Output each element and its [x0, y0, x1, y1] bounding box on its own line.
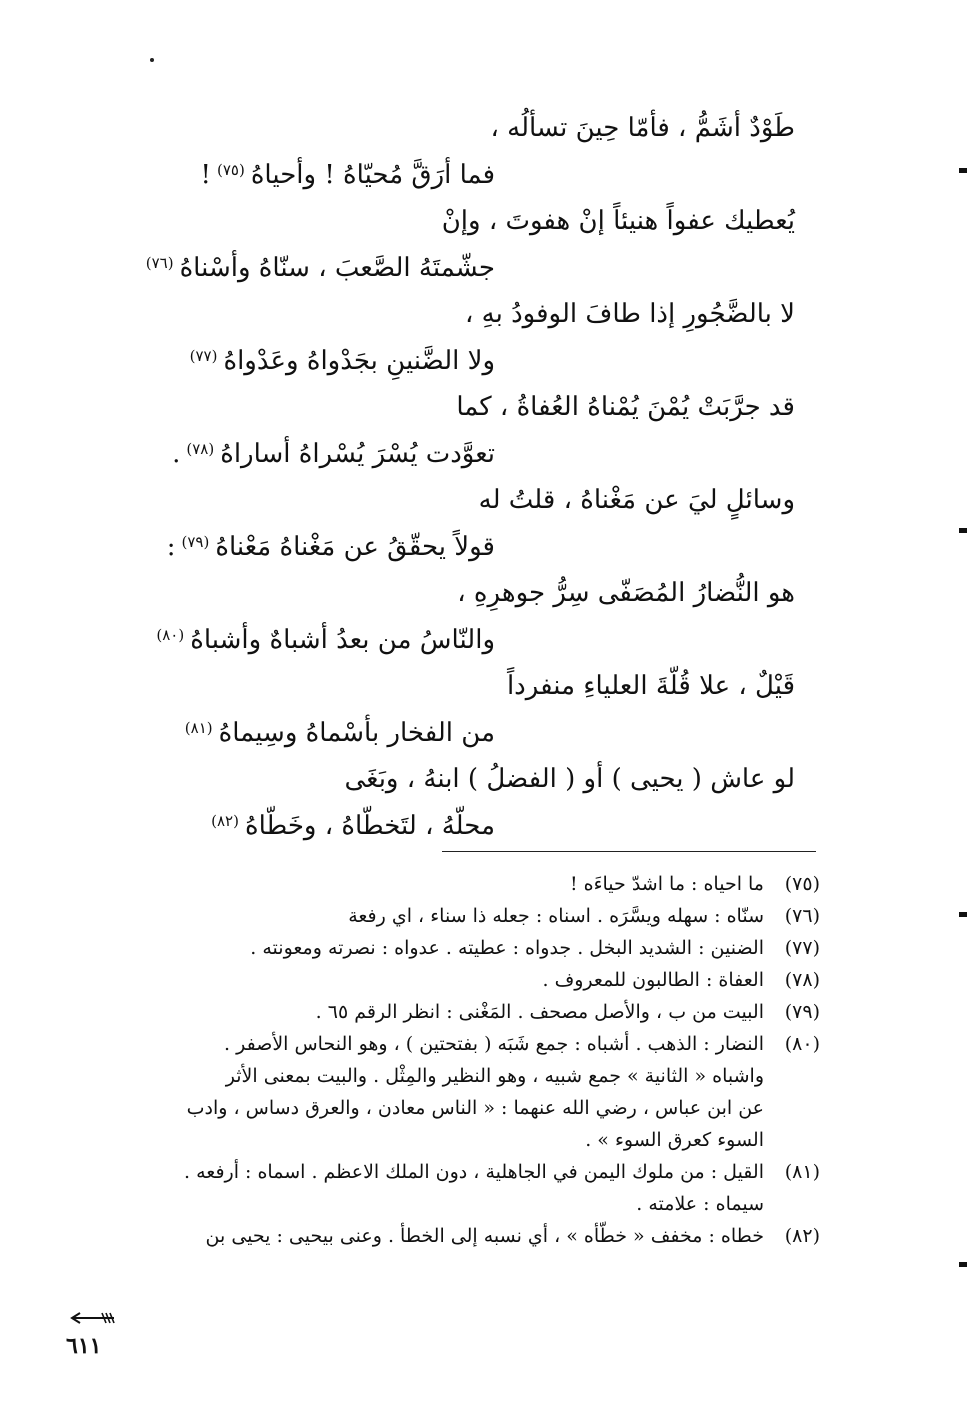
verse-text: لو عاش ( يحيى ) أو ( الفضلُ ) ابنهُ ، وبَغَى — [344, 764, 795, 794]
footnote-ref: (٨١) — [184, 718, 213, 737]
footnote-line: القيل : من ملوك اليمن في الجاهلية ، دون الملك الاعظم . اسماه : أرفعه . — [184, 1161, 764, 1183]
edge-mark — [959, 528, 967, 533]
footnote-ref: (٧٦) — [145, 253, 174, 272]
verse-text: تعوَّدت يُسْرَ يُسْراهُ أساراهُ — [220, 438, 495, 469]
footnote-text — [60, 868, 764, 900]
footnotes-block — [60, 868, 820, 1252]
verse-second-hemistich — [80, 431, 795, 478]
footnote — [60, 1028, 820, 1156]
verse-text: من الفخار بأسْماهُ وسِيماهُ — [218, 717, 495, 748]
footnote-text — [60, 1156, 764, 1220]
verse-first-hemistich — [80, 198, 795, 245]
verse-first-hemistich — [80, 663, 795, 710]
verse-text: محلّهُ ، لتَخطّاهُ ، وخَطّاهُ — [244, 810, 495, 841]
verse-text: والنّاسُ من بعدُ أشباهٌ وأشباهُ — [190, 624, 495, 655]
footnote-number: (٧٨) — [784, 969, 820, 991]
footnote-number: (٨٠) — [784, 1033, 820, 1055]
footnote-text — [60, 964, 764, 996]
footnote-text — [60, 1220, 764, 1252]
arrow-left-icon — [68, 1310, 118, 1326]
verse-first-hemistich — [80, 105, 795, 152]
verse-first-hemistich — [80, 570, 795, 617]
verse-text: هو النُّضارُ المُصَفّى سِرُّ جوهرِهِ ، — [457, 578, 795, 608]
footnote-line: عن ابن عباس ، رضي الله عنهما : « الناس معادن ، والعرق دساس ، وادب — [186, 1097, 764, 1119]
verse-text: قد جرَّبَتْ يُمْنَ يُمْناهُ العُفاةُ ، كما — [456, 392, 795, 422]
ink-speck — [150, 58, 154, 62]
footnote-number: (٧٥) — [784, 873, 820, 895]
footnote — [60, 964, 820, 996]
footnote-line: النضار : الذهب . أشباه : جمع شَبَه ( بفتحتين ) ، وهو النحاس الأصفر . — [224, 1033, 764, 1055]
footnote-text — [60, 900, 764, 932]
footnote-number: (٨١) — [784, 1161, 820, 1183]
edge-mark — [959, 912, 967, 917]
poem-block — [80, 105, 795, 849]
verse-punctuation: . — [172, 438, 181, 469]
verse-text: جشّمتَهُ الصَّعبَ ، سنّاهُ وأسْناهُ — [179, 252, 495, 283]
verse-second-hemistich — [80, 152, 795, 199]
footnote-text — [60, 996, 764, 1028]
footnote-line: ما احياه : ما اشدّ حياءَه ! — [569, 873, 764, 895]
verse-second-hemistich — [80, 710, 795, 757]
verse-punctuation: : — [166, 531, 176, 562]
footnote — [60, 1156, 820, 1220]
footnote-ref: (٨٠) — [156, 625, 185, 644]
footnote-ref: (٨٢) — [211, 811, 239, 830]
footnote-text — [60, 1028, 764, 1156]
footnote-number: (٧٦) — [784, 905, 820, 927]
footnote-number: (٨٢) — [784, 1225, 820, 1247]
footnote — [60, 932, 820, 964]
footnote-line: العفاة : الطالبون للمعروف . — [542, 969, 764, 991]
verse-first-hemistich — [80, 291, 795, 338]
footnote-ref: (٧٩) — [181, 532, 210, 551]
verse-first-hemistich — [80, 477, 795, 524]
footnote-number: (٧٧) — [784, 937, 820, 959]
footnote-line: سنّاه : سهله ويسَّرَه . اسناه : جعله ذا سناء ، اي رفعة — [348, 905, 764, 927]
edge-mark — [959, 168, 967, 173]
verse-first-hemistich — [80, 384, 795, 431]
verse-text: فما أرَقَّ مُحيّاهُ ! وأحياهُ — [250, 159, 495, 190]
verse-text: قولاً يحقّقُ عن مَغْناهُ مَعْناهُ — [215, 531, 495, 562]
footnote-number: (٧٩) — [784, 1001, 820, 1023]
page-number: ٦١١ — [66, 1333, 102, 1359]
footnote-line: البيت من ب ، والأصل مصحف . المَغْنى : انظر الرقم ٦٥ . — [315, 1001, 764, 1023]
footnote — [60, 996, 820, 1028]
verse-text: يُعطيك عفواً هنيئاً إنْ هفوتَ ، وإنْ — [441, 206, 795, 236]
footnote-line: الضنين : الشديد البخل . جدواه : عطيته . عدواه : نصرته ومعونته . — [250, 937, 764, 959]
verse-second-hemistich — [80, 617, 795, 664]
verse-second-hemistich — [80, 338, 795, 385]
verse-text: لا بالضَّجُورِ إذا طافَ الوفودُ بهِ ، — [465, 299, 795, 329]
footnote — [60, 1220, 820, 1252]
verse-text: قَيْلٌ ، علا قُلّةَ العلياءِ منفرداً — [506, 671, 795, 701]
verse-punctuation: ! — [200, 159, 211, 190]
footnote-line: السوء كعرق السوء » . — [585, 1129, 764, 1151]
footnote — [60, 900, 820, 932]
verse-text: ولا الضَّنينِ بجَدْواهُ وعَدْواهُ — [223, 345, 495, 376]
footnote-ref: (٧٨) — [186, 439, 215, 458]
footnote-line: خطاه : مخفف « خطّأه » ، أي نسبه إلى الخطأ . وعنى بيحيى : يحيى بن — [205, 1225, 764, 1247]
footnote-text — [60, 932, 764, 964]
verse-text: طَوْدٌ أشَمُّ ، فأمّا حِينَ تسألُه ، — [490, 113, 795, 143]
footnote-line: واشباه « الثانية » جمع شبيه ، وهو النظير والمِثْل . والبيت بمعنى الأثر — [225, 1065, 764, 1087]
verse-text: وسائلٍ ليَ عن مَغْناهُ ، قلتُ له — [478, 485, 795, 515]
footnote-ref: (٧٥) — [216, 160, 245, 179]
edge-mark — [959, 1262, 967, 1267]
footnote-separator — [442, 851, 816, 852]
verse-second-hemistich — [80, 524, 795, 571]
footnote-line: سيماه : علامته . — [636, 1193, 764, 1215]
footnote — [60, 868, 820, 900]
verse-second-hemistich — [80, 803, 795, 850]
footnote-ref: (٧٧) — [189, 346, 218, 365]
verse-first-hemistich — [80, 756, 795, 803]
verse-second-hemistich — [80, 245, 795, 292]
